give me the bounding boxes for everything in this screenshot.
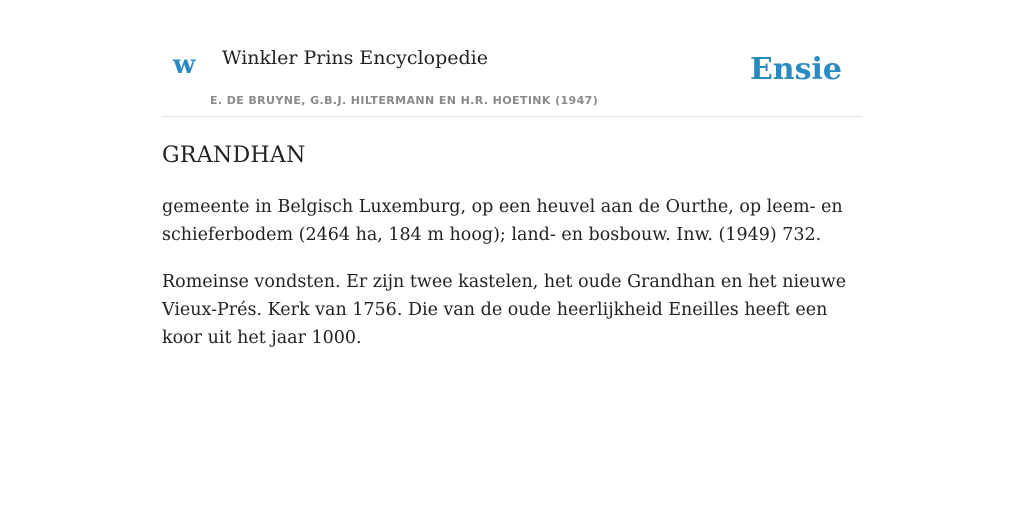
entry-title: GRANDHAN [162, 143, 306, 168]
winkler-prins-logo-icon[interactable]: w [173, 50, 196, 80]
ensie-brand-logo[interactable]: Ensie [749, 52, 842, 87]
publication-authors: E. DE BRUYNE, G.B.J. HILTERMANN EN H.R. HOETINK (1947) [210, 94, 599, 107]
entry-paragraph-1: gemeente in Belgisch Luxemburg, op een heuvel aan de Ourthe, op leem- en schieferbodem (2464 ha, 184 m hoog); land- en bosbouw. Inw. (1949) 732. [162, 197, 843, 245]
publication-header [162, 0, 862, 117]
publication-title[interactable]: Winkler Prins Encyclopedie [222, 47, 488, 69]
page-content [162, 0, 862, 352]
entry-paragraph-2: Romeinse vondsten. Er zijn twee kastelen, het oude Grandhan en het nieuwe Vieux-Prés. Kerk van 1756. Die van de oude heerlijkheid Eneilles heeft een koor uit het jaar 1000. [162, 272, 847, 348]
